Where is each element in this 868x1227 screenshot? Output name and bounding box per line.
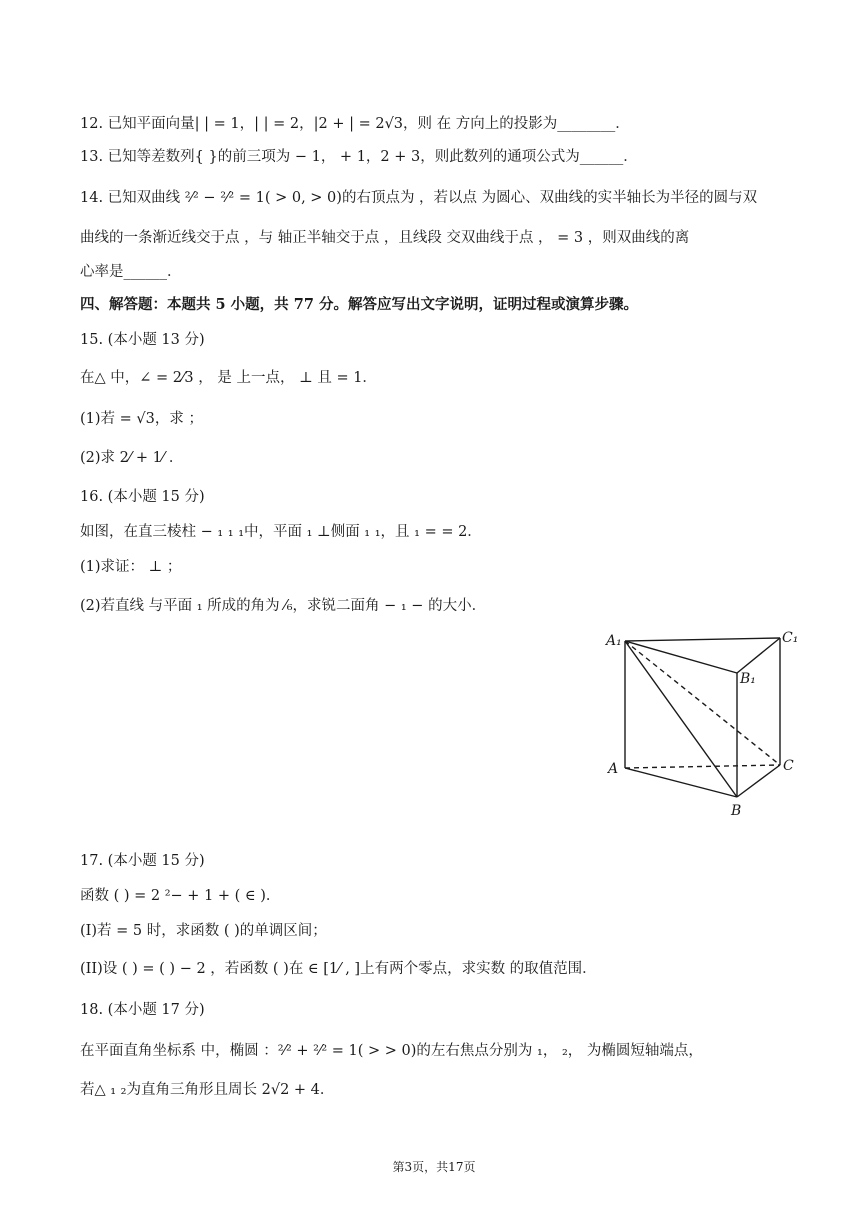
text-line: (2)若直线 与平面 ₁ 所成的角为 ⁄₆，求锐二面角 − ₁ − 的大小． — [80, 598, 487, 614]
text-line: 若△ ₁ ₂为直角三角形且周长 2√2 + 4． — [80, 1082, 335, 1098]
text-line: 12. 已知平面向量| | = 1，| | = 2，|2 + | = 2√3，则 在 方向上的投影为________． — [80, 116, 630, 132]
text-line: 18. (本小题 17 分) — [80, 1002, 205, 1018]
text-line: 在△ 中，∠ = 2⁄3 ， 是 上一点， ⊥ 且 = 1． — [80, 370, 377, 386]
text-line: (I)若 = 5 时，求函数 ( )的单调区间； — [80, 923, 327, 939]
page-footer: 第3页，共17页 — [392, 1160, 476, 1174]
text-line: 13. 已知等差数列{ }的前三项为 − 1， + 1，2 + 3，则此数列的通项公式为______． — [80, 149, 638, 165]
label-c: C — [783, 758, 794, 774]
edge-a1-b — [625, 641, 737, 797]
text-line: 16. (本小题 15 分) — [80, 489, 205, 505]
label-b: B — [731, 803, 742, 819]
edge-a1-c1 — [625, 638, 780, 641]
triangular-prism-figure — [600, 625, 815, 825]
edge-a-c-hidden — [625, 765, 780, 768]
text-line: 14. 已知双曲线 ²⁄² − ²⁄² = 1( > 0, > 0)的右顶点为 ，若以点 为圆心、双曲线的实半轴长为半径的圆与双 — [80, 190, 758, 206]
label-a: A — [608, 761, 619, 777]
edge-a1-b1 — [625, 641, 737, 673]
label-c1: C₁ — [782, 630, 799, 646]
label-a1: A₁ — [606, 633, 622, 649]
text-line: 如图，在直三棱柱 − ₁ ₁ ₁中，平面 ₁ ⊥侧面 ₁ ₁，且 ₁ = = 2． — [80, 524, 482, 540]
text-line: 17. (本小题 15 分) — [80, 853, 205, 869]
text-line: (1)若 = √3，求 ； — [80, 411, 203, 427]
text-line: 心率是______． — [80, 264, 182, 280]
edge-a1-c-hidden — [625, 641, 780, 765]
text-line: 15. (本小题 13 分) — [80, 332, 205, 348]
text-line: 四、解答题：本题共 5 小题，共 77 分。解答应写出文字说明，证明过程或演算步骤。 — [80, 296, 638, 313]
edge-b-c — [737, 765, 780, 797]
edge-a-b — [625, 768, 737, 797]
edge-b1-c1 — [737, 638, 780, 673]
text-line: 函数 ( ) = 2 ²− + 1 + ( ∈ )． — [80, 888, 281, 904]
text-line: 在平面直角坐标系 中，椭圆 ：²⁄² + ²⁄² = 1( > > 0)的左右焦点分别为 ₁， ₂， 为椭圆短轴端点， — [80, 1043, 703, 1059]
text-line: 曲线的一条渐近线交于点 ，与 轴正半轴交于点 ，且线段 交双曲线于点 ， = 3 ，则双曲线的离 — [80, 230, 690, 246]
text-line: (II)设 ( ) = ( ) − 2 ，若函数 ( )在 ∈ [1⁄ , ]上有两个零点，求实数 的取值范围． — [80, 961, 597, 977]
text-line: (2)求 2⁄ + 1⁄ ． — [80, 450, 184, 466]
text-line: (1)求证： ⊥ ； — [80, 559, 182, 575]
label-b1: B₁ — [740, 671, 756, 687]
